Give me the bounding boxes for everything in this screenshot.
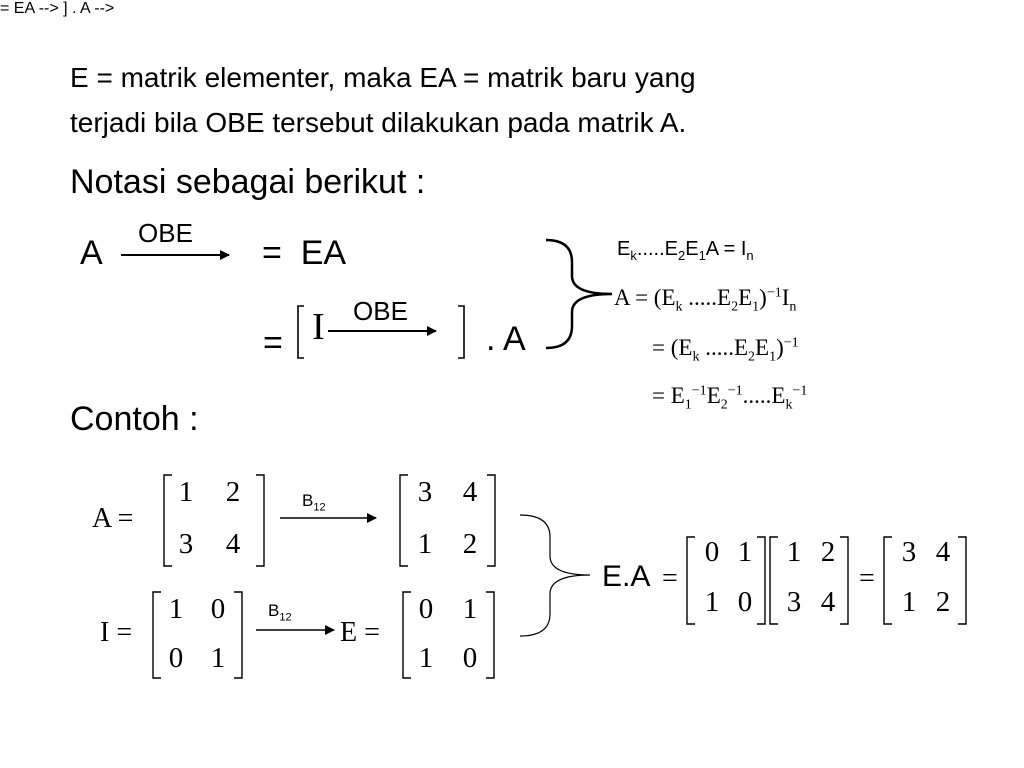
matrix-a-swapped-cell: 2 [462, 528, 478, 560]
matrix-i-bracket-left [153, 592, 161, 678]
matrix-e-bracket-right [486, 592, 494, 678]
matrix-e-cell: 0 [418, 593, 434, 625]
matrix-a-swapped-cell: 3 [417, 476, 433, 508]
matrix-a-bracket-right [256, 475, 264, 566]
matrix-e-cell: 0 [462, 642, 478, 674]
matrix-a-bracket-left [164, 475, 172, 566]
ea-matrix-a-cell: 4 [820, 586, 836, 618]
curly-brace-bottom [520, 515, 590, 636]
contoh-heading: Contoh : [70, 400, 199, 438]
flow-identity: I [312, 306, 325, 348]
flow-obe-label-2: OBE [353, 296, 408, 326]
intro-line-2: terjadi bila OBE tersebut dilakukan pada matrik A. [70, 107, 687, 138]
ea-r-bracket-left [884, 537, 892, 624]
ea-e-bracket-left [687, 537, 695, 624]
formula-line-1: $A = (E_k$ $.....E_2E_1)^{-1}I_n$ [614, 285, 797, 315]
matrix-a-swapped-bracket-left [400, 475, 408, 566]
label-e-equals: E = [340, 617, 380, 648]
formula-line-2: = ($E_k$ $.....E_2E_1)^{-1}$ [652, 335, 799, 365]
ea-matrix-result-cell: 3 [901, 536, 917, 568]
flow-a: A [80, 234, 103, 272]
ea-equals-2: = [859, 563, 875, 594]
intro-line-1: E = matrik elementer, maka EA = matrik baru yang [70, 62, 696, 93]
formula-product: $E_k.....E_2E_1A = I_n$ [617, 238, 754, 263]
ea-r-bracket-right [958, 537, 966, 624]
matrix-e-cell: 1 [418, 642, 434, 674]
matrix-e-cell: 1 [462, 593, 478, 625]
ea-matrix-result-cell: 2 [935, 586, 951, 618]
matrix-e-bracket-left [403, 592, 411, 678]
matrix-a-cell: 2 [225, 476, 241, 508]
matrix-i-cell: 0 [210, 593, 226, 625]
matrix-a-cell: 3 [178, 528, 194, 560]
ea-matrix-e-cell: 1 [704, 586, 720, 618]
ea-e-bracket-right [757, 537, 765, 624]
formula-line-3: = $E_1^{-1}E_2^{-1}.....E_k^{-1}$ [652, 383, 808, 413]
ea-matrix-a-cell: 1 [786, 536, 802, 568]
ea-matrix-a-cell: 3 [786, 586, 802, 618]
ea-equals-1: = [662, 563, 678, 594]
op-b12-bottom: $B_{12}$ [268, 601, 292, 624]
notasi-heading: Notasi sebagai berikut : [70, 163, 426, 201]
matrix-a-cell: 4 [225, 528, 241, 560]
ea-matrix-result-cell: 4 [935, 536, 951, 568]
flow-equals-ea: = EA [262, 234, 347, 272]
ea-a-bracket-left [770, 537, 778, 624]
op-b12-top: $B_{12}$ [302, 491, 326, 514]
matrix-i-cell: 1 [210, 642, 226, 674]
ea-matrix-e-cell: 0 [737, 586, 753, 618]
matrix-a-cell: 1 [178, 476, 194, 508]
flow-equals: = [263, 324, 283, 362]
matrix-i-bracket-right [234, 592, 242, 678]
label-a-equals: A = [92, 503, 134, 534]
ea-matrix-e-cell: 0 [704, 536, 720, 568]
matrix-a-swapped-bracket-right [487, 475, 495, 566]
ea-matrix-result-cell: 1 [901, 586, 917, 618]
label-i-equals: I = [100, 617, 133, 648]
matrix-a-swapped-cell: 4 [462, 476, 478, 508]
ea-matrix-a-cell: 2 [820, 536, 836, 568]
label-ea: E.A [602, 560, 651, 593]
flow-obe-label: OBE [138, 218, 193, 248]
curly-brace-top [546, 240, 612, 348]
flow-dot-a: . A [486, 320, 526, 358]
matrix-i-cell: 1 [168, 593, 184, 625]
ea-matrix-e-cell: 1 [737, 536, 753, 568]
matrix-a-swapped-cell: 1 [417, 528, 433, 560]
matrix-i-cell: 0 [168, 642, 184, 674]
ea-a-bracket-right [840, 537, 848, 624]
